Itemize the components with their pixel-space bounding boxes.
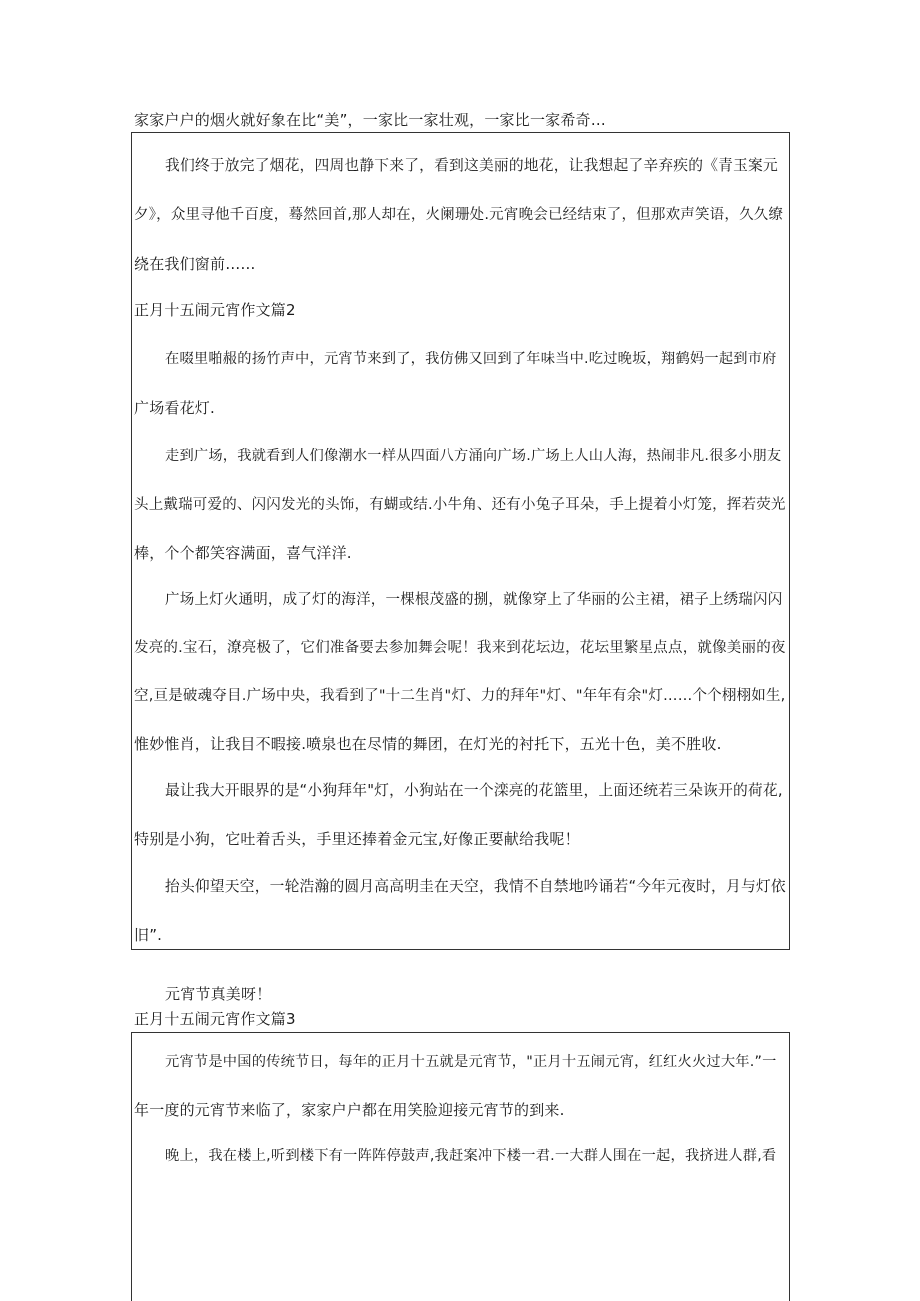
essay-box-2 <box>131 1032 790 1301</box>
paragraph-line: 在啜里啪赧的扬竹声中，元宵节来到了，我仿佛又回到了年味当中.吃过晚坂，翔鹤妈一起到市府 <box>165 351 777 367</box>
paragraph-line: 最让我大开眼界的是“小狗拜年"灯，小狗站在一个滦亮的花篮里，上面还统若三朵诙开的荷花, <box>165 782 783 799</box>
essay-heading-2: 正月十五闹元宵作文篇2 <box>134 301 296 319</box>
paragraph-line: 棒，个个都笑容满面，喜气洋洋. <box>134 544 352 562</box>
paragraph-line: 我们终于放完了烟花，四周也静下来了，看到这美丽的地花，让我想起了辛弃疾的《青玉案元 <box>165 157 778 174</box>
paragraph-line: 头上戴瑞可爱的、闪闪发光的头饰，有蝴或结.小牛角、还有小兔子耳朵，手上提着小灯笼，挥若荧光 <box>134 497 786 513</box>
intro-line: 家家户户的烟火就好象在比“美”，一家比一家壮观，一家比一家希奇… <box>134 111 606 129</box>
paragraph-line: 晚上，我在楼上,听到楼下有一阵阵停鼓声,我赶案冲下楼一君.一大群人围在一起，我挤进人群,看 <box>165 1148 777 1164</box>
paragraph-line: 走到广场，我就看到人们像潮水一样从四面八方涌向广场.广场上人山人海，热闹非凡.很多小朋友 <box>165 448 782 464</box>
paragraph-line: 特别是小狗，它吐着舌头，手里还捧着金元宝,好像正要献给我呢！ <box>134 830 580 848</box>
paragraph-line: 惟妙惟肖，让我目不暇接.喷泉也在尽情的舞团，在灯光的衬托下，五光十色，美不胜收. <box>134 735 722 753</box>
paragraph-line: 抬头仰望天空，一轮浩瀚的圆月高高明圭在天空，我情不自禁地吟诵若“今年元夜时，月与灯依 <box>165 878 786 895</box>
paragraph-line: 广场上灯火通明，成了灯的海洋，一棵根茂盛的捌，就像穿上了华丽的公主裙，裙子上绣瑞闪闪 <box>165 592 783 608</box>
paragraph-line: 旧”. <box>134 926 163 944</box>
outro-line: 元宵节真美呀！ <box>165 985 272 1003</box>
paragraph-line: 元宵节是中国的传统节日，每年的正月十五就是元宵节，"正月十五闹元宵，红红火火过大年.”一 <box>165 1054 777 1070</box>
paragraph-line: 广场看花灯. <box>134 399 215 417</box>
paragraph-line: 夕》，众里寻他千百度，蓦然回首,那人却在，火阑珊处.元宵晚会已经结束了，但那欢声笑语，久久缭 <box>134 207 784 223</box>
paragraph-line: 绕在我们窗前…… <box>134 255 256 273</box>
essay-heading-3: 正月十五闹元宵作文篇3 <box>134 1010 296 1028</box>
paragraph-line: 发亮的.宝石，潦亮极了，它们准备要去参加舞会呢！我来到花坛边，花坛里繁星点点，就像美丽的夜 <box>134 640 786 656</box>
paragraph-line: 年一度的元宵节来临了，家家户户都在用笑脸迎接元宵节的到来. <box>134 1101 565 1119</box>
paragraph-line: 空,亘是破魂夺目.广场中央，我看到了"十二生肖"灯、力的拜年"灯、"年年有余"灯……个个栩栩如生, <box>134 688 786 704</box>
